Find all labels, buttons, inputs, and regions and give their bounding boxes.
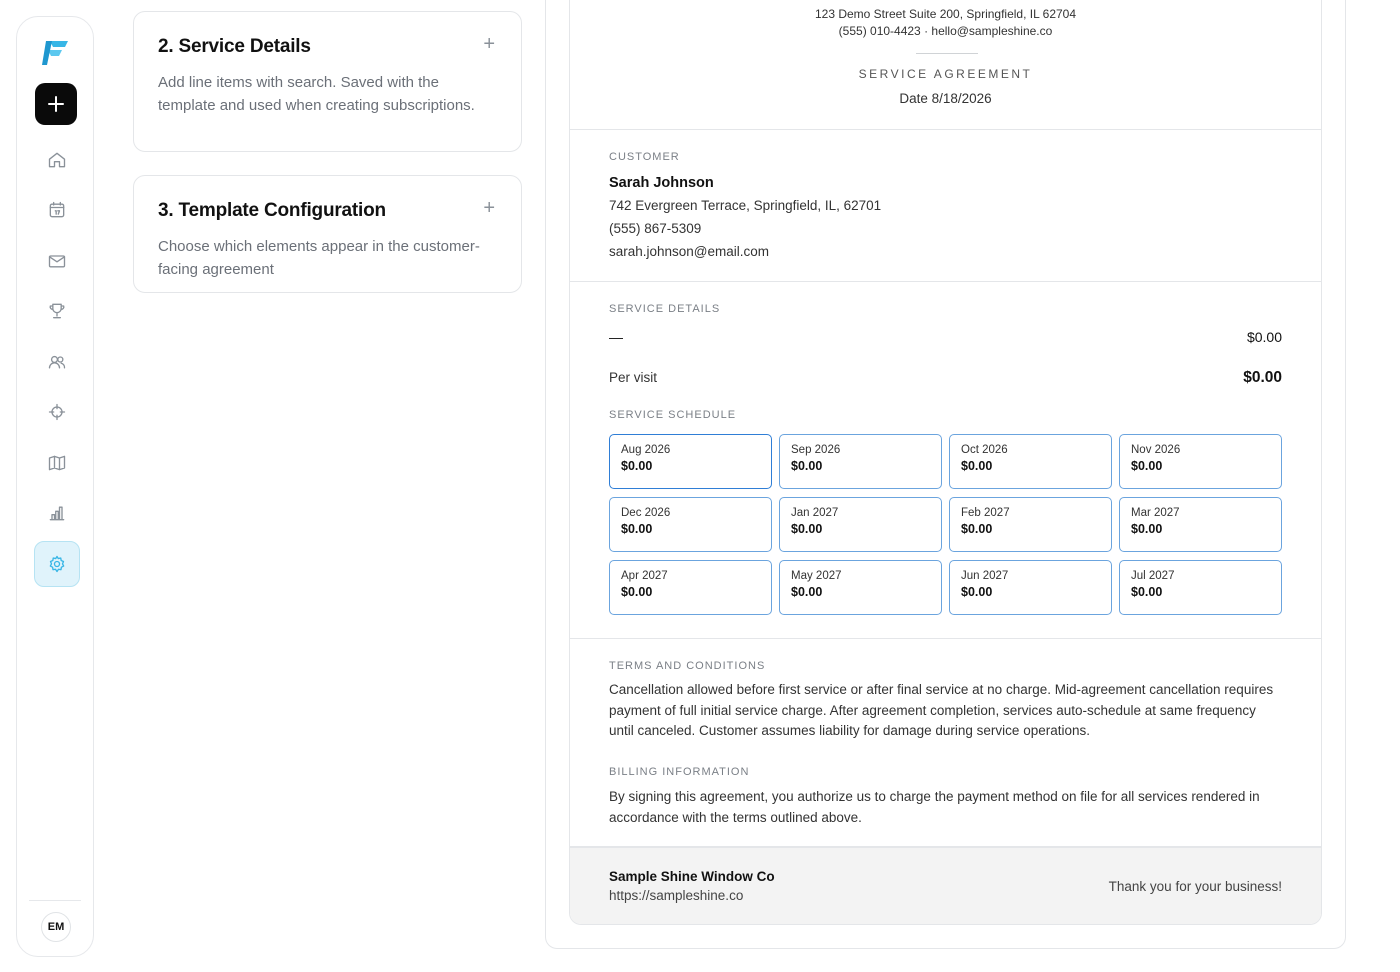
per-visit-row bbox=[609, 369, 1282, 387]
schedule-month: Aug 2026 bbox=[621, 444, 671, 456]
customer-phone: (555) 867-5309 bbox=[609, 221, 702, 236]
schedule-cell bbox=[779, 434, 942, 489]
business-contact: (555) 010-4423 · hello@sampleshine.co bbox=[838, 24, 1053, 38]
bar-chart-icon bbox=[47, 503, 67, 523]
customer-email: sarah.johnson@email.com bbox=[609, 244, 770, 259]
schedule-amount: $0.00 bbox=[1131, 522, 1163, 536]
line-item-name: — bbox=[609, 329, 623, 345]
schedule-month: Apr 2027 bbox=[621, 570, 668, 582]
schedule-month: May 2027 bbox=[791, 570, 842, 582]
schedule-amount: $0.00 bbox=[621, 585, 653, 599]
header-divider bbox=[916, 53, 978, 54]
schedule-month: Jun 2027 bbox=[961, 570, 1009, 582]
expand-plus-icon[interactable]: + bbox=[483, 33, 495, 55]
document-type: SERVICE AGREEMENT bbox=[858, 67, 1033, 81]
business-address: 123 Demo Street Suite 200, Springfield, IL 62704 bbox=[814, 7, 1077, 21]
schedule-amount: $0.00 bbox=[961, 585, 993, 599]
customer-name: Sarah Johnson bbox=[609, 175, 714, 191]
service-schedule-grid bbox=[609, 434, 1283, 615]
sidebar-divider bbox=[29, 900, 81, 901]
schedule-cell bbox=[1119, 497, 1282, 552]
per-visit-label: Per visit bbox=[609, 370, 658, 385]
settings-icon bbox=[47, 554, 67, 574]
nav-awards[interactable] bbox=[34, 288, 80, 334]
service-details-block bbox=[570, 282, 1321, 639]
sidebar bbox=[16, 16, 94, 957]
service-schedule-label: SERVICE SCHEDULE bbox=[609, 409, 737, 421]
schedule-amount: $0.00 bbox=[961, 522, 993, 536]
schedule-month: Oct 2026 bbox=[961, 444, 1008, 456]
section-description: Add line items with search. Saved with the template and used when creating subscriptions. bbox=[158, 74, 475, 114]
customer-section bbox=[570, 130, 1321, 282]
nav-reports[interactable] bbox=[34, 490, 80, 536]
schedule-month: Jan 2027 bbox=[791, 507, 839, 519]
billing-label: BILLING INFORMATION bbox=[609, 766, 750, 778]
schedule-month: Mar 2027 bbox=[1131, 507, 1180, 519]
plus-icon bbox=[47, 95, 65, 113]
schedule-cell bbox=[1119, 560, 1282, 615]
terms-section bbox=[570, 639, 1321, 847]
schedule-amount: $0.00 bbox=[621, 522, 653, 536]
schedule-cell bbox=[609, 434, 772, 489]
nav-customers[interactable] bbox=[34, 339, 80, 385]
schedule-month: Sep 2026 bbox=[791, 444, 841, 456]
footer-thanks: Thank you for your business! bbox=[1108, 879, 1282, 894]
schedule-amount: $0.00 bbox=[1131, 585, 1163, 599]
section-title: 2. Service Details bbox=[158, 36, 311, 57]
line-item-row bbox=[609, 329, 1282, 345]
brand-logo-icon[interactable] bbox=[40, 37, 72, 69]
schedule-cell bbox=[609, 560, 772, 615]
per-visit-amount: $0.00 bbox=[1243, 369, 1282, 386]
agreement-footer bbox=[570, 847, 1321, 925]
service-details-label: SERVICE DETAILS bbox=[609, 303, 721, 315]
new-button[interactable] bbox=[35, 83, 77, 125]
nav-map[interactable] bbox=[34, 440, 80, 486]
nav-mail[interactable] bbox=[34, 238, 80, 284]
schedule-amount: $0.00 bbox=[791, 459, 823, 473]
schedule-amount: $0.00 bbox=[1131, 459, 1163, 473]
customer-address: 742 Evergreen Terrace, Springfield, IL, 62701 bbox=[609, 198, 882, 213]
crosshair-icon bbox=[47, 402, 67, 422]
template-configuration-section[interactable] bbox=[133, 175, 522, 293]
calendar-icon bbox=[47, 200, 67, 220]
nav-calendar[interactable] bbox=[34, 187, 80, 233]
footer-company: Sample Shine Window Co bbox=[609, 869, 775, 884]
terms-label: TERMS AND CONDITIONS bbox=[609, 660, 766, 672]
home-icon bbox=[47, 150, 67, 170]
user-avatar[interactable]: EM bbox=[41, 912, 71, 942]
agreement-preview bbox=[569, 0, 1322, 925]
schedule-cell bbox=[1119, 434, 1282, 489]
map-icon bbox=[47, 453, 67, 473]
agreement-header bbox=[570, 0, 1321, 130]
nav-settings[interactable] bbox=[34, 541, 80, 587]
schedule-month: Nov 2026 bbox=[1131, 444, 1181, 456]
line-item-amount: $0.00 bbox=[1246, 329, 1282, 345]
customer-label: CUSTOMER bbox=[609, 151, 680, 163]
billing-text: By signing this agreement, you authorize us to charge the payment method on file for all services rendered in accordance with the terms outlined above. bbox=[609, 789, 1260, 825]
service-details-section[interactable] bbox=[133, 11, 522, 152]
nav-home[interactable] bbox=[34, 137, 80, 183]
schedule-cell bbox=[609, 497, 772, 552]
schedule-cell bbox=[949, 434, 1112, 489]
document-date: Date 8/18/2026 bbox=[899, 91, 992, 106]
schedule-cell bbox=[779, 497, 942, 552]
expand-plus-icon[interactable]: + bbox=[483, 197, 495, 219]
trophy-icon bbox=[47, 301, 67, 321]
schedule-cell bbox=[949, 497, 1112, 552]
mail-icon bbox=[47, 251, 67, 271]
schedule-cell bbox=[779, 560, 942, 615]
schedule-cell bbox=[949, 560, 1112, 615]
section-description: Choose which elements appear in the customer-facing agreement bbox=[158, 238, 480, 278]
section-title: 3. Template Configuration bbox=[158, 200, 386, 221]
schedule-amount: $0.00 bbox=[961, 459, 993, 473]
schedule-amount: $0.00 bbox=[791, 522, 823, 536]
terms-text: Cancellation allowed before first service or after final service at no charge. Mid-agreement cancellation requires payment of full initial service charge. After agreement completion, services auto-schedule at same frequency until canceled. Customer assumes liability for damage during service operations. bbox=[609, 682, 1274, 738]
schedule-amount: $0.00 bbox=[791, 585, 823, 599]
schedule-month: Jul 2027 bbox=[1131, 570, 1175, 582]
footer-url[interactable]: https://sampleshine.co bbox=[609, 888, 744, 903]
nav-dispatch[interactable] bbox=[34, 389, 80, 435]
schedule-month: Dec 2026 bbox=[621, 507, 671, 519]
schedule-month: Feb 2027 bbox=[961, 507, 1010, 519]
schedule-amount: $0.00 bbox=[621, 459, 653, 473]
users-icon bbox=[47, 352, 67, 372]
